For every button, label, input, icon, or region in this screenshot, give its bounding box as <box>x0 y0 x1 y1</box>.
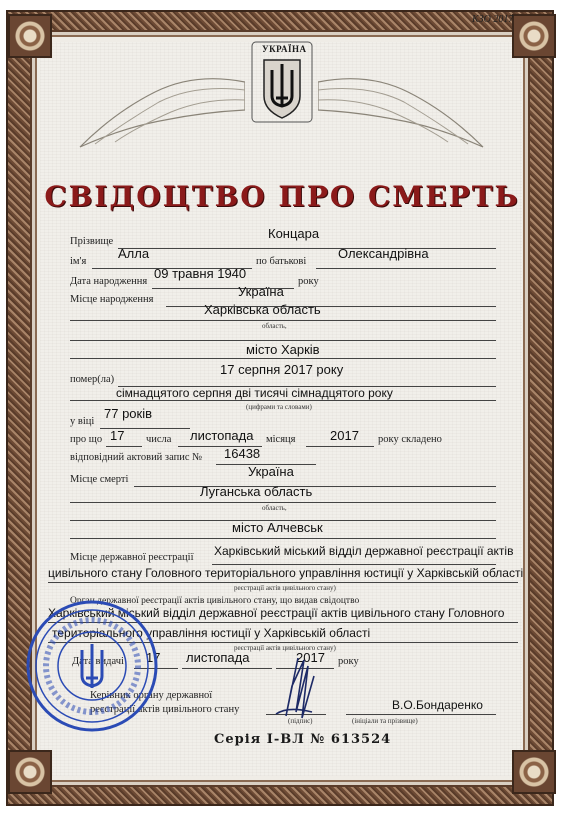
issue-month: листопада <box>186 650 250 665</box>
record-year: 2017 <box>330 428 359 443</box>
death-place-line-1 <box>134 486 496 487</box>
issue-date-label: Дата видачі <box>72 656 124 667</box>
official-seal-icon <box>22 596 162 736</box>
death-date-digits: 17 серпня 2017 року <box>220 362 344 377</box>
birth-place-region-hint: область, <box>262 322 287 330</box>
death-label: помер(ла) <box>70 374 115 385</box>
death-place-region: Луганська область <box>200 484 313 499</box>
registration-hint: реєстрації актів цивільного стану) <box>234 584 336 592</box>
birth-date-suffix: року <box>298 276 319 287</box>
record-day-line <box>106 446 142 447</box>
corner-ornament-bottom-right <box>512 750 556 794</box>
form-code: КЗО 2017 <box>472 14 514 25</box>
issuer-line1: Харківський міський відділ державної реєстрації актів цивільного стану Головного <box>48 606 505 620</box>
death-place-region-hint: область, <box>262 504 287 512</box>
record-entry-no: 16438 <box>224 446 261 461</box>
birth-place-label: Місце народження <box>70 294 154 305</box>
registration-line-1 <box>212 564 496 565</box>
record-day-label: числа <box>146 434 172 445</box>
death-place-label: Місце смерті <box>70 474 129 485</box>
issue-month-line <box>182 668 272 669</box>
registration-line2: цивільного стану Головного територіального управління юстиції у Харківській області <box>48 566 524 580</box>
corner-ornament-bottom-left <box>8 750 52 794</box>
record-month: листопада <box>190 428 254 443</box>
death-line-2 <box>70 400 496 401</box>
name-value: Алла <box>118 246 150 261</box>
death-date-words: сімнадцятого серпня дві тисячі сімнадцятого року <box>116 386 393 400</box>
name-label: ім'я <box>70 256 87 267</box>
head-label-2: реєстрації актів цивільного стану <box>90 704 240 715</box>
birth-date-label: Дата народження <box>70 276 148 287</box>
issue-year: 2017 <box>296 650 325 665</box>
record-day: 17 <box>110 428 125 443</box>
death-place-city: місто Алчевськ <box>232 520 323 535</box>
issuer-hint: реєстрації актів цивільного стану) <box>234 644 336 652</box>
head-signature-hint: (підпис) <box>288 717 313 725</box>
head-name: В.О.Бондаренко <box>392 698 483 712</box>
document-title: СВІДОЦТВО ПРО СМЕРТЬ <box>44 180 520 213</box>
registration-label: Місце державної реєстрації <box>70 552 194 563</box>
registration-line-2 <box>48 582 518 583</box>
surname-line <box>118 248 496 249</box>
record-entry-label: відповідний актовий запис № <box>70 452 203 463</box>
drapery-ornament-right <box>318 72 488 152</box>
series-number: Серія І-ВЛ № 613524 <box>214 732 392 747</box>
head-name-line <box>346 714 496 715</box>
record-about-label: про що <box>70 434 103 445</box>
birth-place-city: місто Харків <box>246 342 320 357</box>
birth-place-line-4 <box>70 358 496 359</box>
registration-line1: Харківський міський відділ державної реєстрації актів <box>214 544 514 558</box>
record-year-label: року складено <box>378 434 442 445</box>
patronymic-label: по батькові <box>256 256 307 267</box>
age-label: у віці <box>70 416 95 427</box>
issue-date-suffix: року <box>338 656 359 667</box>
death-place-line-2 <box>70 502 496 503</box>
issue-day: 17 <box>146 650 161 665</box>
age-value: 77 років <box>104 406 153 421</box>
birth-date-value: 09 травня 1940 <box>154 266 247 281</box>
death-place-line-4 <box>70 538 496 539</box>
head-label-1: Керівник органу державної <box>90 690 213 701</box>
head-name-hint: (ініціали та прізвище) <box>352 717 418 725</box>
patronymic-line <box>316 268 496 269</box>
birth-place-line-2 <box>70 320 496 321</box>
patronymic-value: Олександрівна <box>338 246 429 261</box>
emblem-label: УКРАЇНА <box>262 44 307 54</box>
birth-place-region: Харківська область <box>204 302 321 317</box>
death-words-hint: (цифрами та словами) <box>246 403 312 411</box>
birth-place-country: Україна <box>238 284 284 299</box>
birth-place-line-3 <box>70 340 496 341</box>
drapery-ornament-left <box>75 72 245 152</box>
signature-icon <box>268 656 320 726</box>
record-year-line <box>306 446 374 447</box>
issuer-label: Орган державної реєстрації актів цивільного стану, що видав свідоцтво <box>70 596 360 606</box>
corner-ornament-top-left <box>8 14 52 58</box>
issuer-line2: територіального управління юстиції у Харківській області <box>52 626 371 640</box>
corner-ornament-top-right <box>512 14 556 58</box>
surname-value: Концара <box>268 226 320 241</box>
surname-label: Прізвище <box>70 236 114 247</box>
record-month-label: місяця <box>266 434 296 445</box>
death-place-country: Україна <box>248 464 294 479</box>
